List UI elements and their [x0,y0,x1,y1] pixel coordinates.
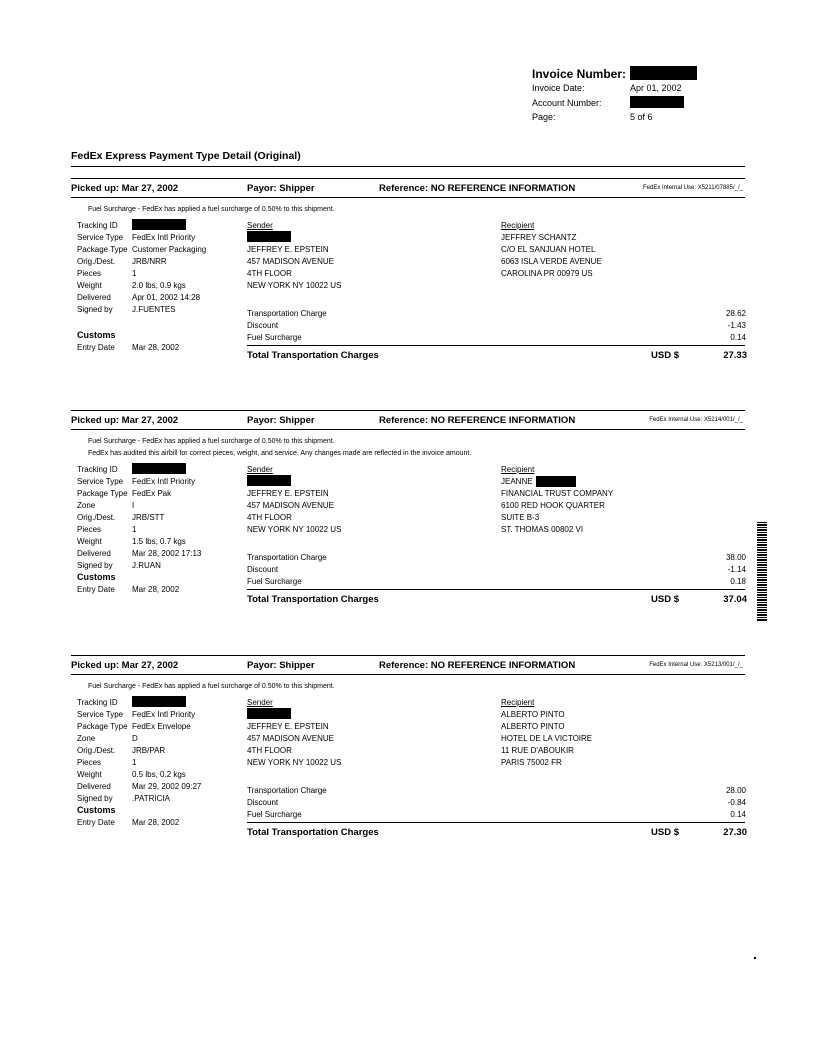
charge-value-transport: 28.00 [725,786,746,795]
label-service: Service Type [77,477,124,486]
picked-up: Picked up: Mar 27, 2002 [71,415,179,426]
account-number-label: Account Number: [532,98,602,108]
charge-value-discount: -1.43 [727,321,746,330]
total-currency: USD $ [651,827,679,838]
label-pieces: Pieces [77,758,102,767]
sender-line: 457 MADISON AVENUE [247,257,334,266]
label-weight: Weight [77,281,102,290]
recipient-line: ST. THOMAS 00802 VI [501,525,584,534]
shipment-top-rule [71,410,745,411]
sender-line: JEFFREY E. EPSTEIN [247,722,329,731]
value-signed: J.RUAN [132,561,161,570]
total-value: 27.33 [723,350,747,361]
charge-value-fuel: 0.14 [730,333,746,342]
recipient-line: FINANCIAL TRUST COMPANY [501,489,614,498]
shipment-top-rule [71,178,745,179]
speck [754,957,756,959]
recipient-line: JEANNE [501,477,533,486]
label-tracking: Tracking ID [77,465,118,474]
charge-label-fuel: Fuel Surcharge [247,577,302,586]
value-origdest: JRB/STT [132,513,165,522]
value-zone: I [132,501,135,510]
value-entry-date: Mar 28, 2002 [132,818,180,827]
charge-label-transport: Transportation Charge [247,309,327,318]
sender-line: 457 MADISON AVENUE [247,734,334,743]
shipment-header-rule [71,197,745,198]
payor: Payor: Shipper [247,183,315,194]
sender-label: Sender [247,221,273,230]
label-origdest: Orig./Dest. [77,513,116,522]
recipient-label: Recipient [501,465,535,474]
recipient-line: 6063 ISLA VERDE AVENUE [501,257,602,266]
tracking-id-redacted [132,219,186,230]
label-delivered: Delivered [77,549,111,558]
value-pieces: 1 [132,525,137,534]
total-currency: USD $ [651,350,679,361]
sender-line: NEW YORK NY 10022 US [247,525,342,534]
payor: Payor: Shipper [247,660,315,671]
shipment-top-rule [71,655,745,656]
label-service: Service Type [77,233,124,242]
label-tracking: Tracking ID [77,698,118,707]
recipient-line: HOTEL DE LA VICTOIRE [501,734,593,743]
label-delivered: Delivered [77,782,111,791]
value-weight: 2.0 lbs, 0.9 kgs [132,281,186,290]
total-rule [247,589,745,590]
value-entry-date: Mar 28, 2002 [132,585,180,594]
total-value: 27.30 [723,827,747,838]
value-origdest: JRB/NRR [132,257,167,266]
sender-line: 457 MADISON AVENUE [247,501,334,510]
internal-use: FedEx Internal Use: X5214/001/_/_ [649,417,743,423]
invoice-number-redacted [630,66,697,80]
charge-value-transport: 38.00 [725,553,746,562]
sender-line: JEFFREY E. EPSTEIN [247,245,329,254]
tracking-id-redacted [132,463,186,474]
value-pieces: 1 [132,269,137,278]
total-value: 37.04 [723,594,747,605]
customs-heading: Customs [77,572,116,582]
reference: Reference: NO REFERENCE INFORMATION [379,660,576,671]
recipient-line: C/O EL SANJUAN HOTEL [501,245,596,254]
payor: Payor: Shipper [247,415,315,426]
reference: Reference: NO REFERENCE INFORMATION [379,183,576,194]
charge-value-fuel: 0.18 [730,577,746,586]
recipient-line: CAROLINA PR 00979 US [501,269,593,278]
label-package: Package Type [77,722,128,731]
note-audit: FedEx has audited this airbill for correct pieces, weight, and service. Any changes made are reflected in the invoice amount. [88,450,472,457]
charge-label-transport: Transportation Charge [247,553,327,562]
label-tracking: Tracking ID [77,221,118,230]
value-delivered: Apr 01, 2002 14:28 [132,293,201,302]
recipient-label: Recipient [501,221,535,230]
recipient-line: 6100 RED HOOK QUARTER [501,501,605,510]
picked-up: Picked up: Mar 27, 2002 [71,660,179,671]
value-delivered: Mar 29, 2002 09:27 [132,782,202,791]
label-entry-date: Entry Date [77,343,115,352]
tracking-id-redacted [132,696,186,707]
charge-value-transport: 28.62 [725,309,746,318]
sender-line: JEFFREY E. EPSTEIN [247,489,329,498]
label-origdest: Orig./Dest. [77,257,116,266]
account-number-redacted [630,96,684,108]
value-service: FedEx Intl Priority [132,233,196,242]
label-origdest: Orig./Dest. [77,746,116,755]
invoice-date-value: Apr 01, 2002 [630,83,682,93]
value-pieces: 1 [132,758,137,767]
section-divider [71,166,745,167]
sender-label: Sender [247,465,273,474]
label-package: Package Type [77,245,128,254]
recipient-line: JEFFREY SCHANTZ [501,233,577,242]
label-signed: Signed by [77,305,113,314]
label-entry-date: Entry Date [77,818,115,827]
sender-line: NEW YORK NY 10022 US [247,281,342,290]
charge-value-discount: -1.14 [727,565,746,574]
picked-up: Picked up: Mar 27, 2002 [71,183,179,194]
value-package: FedEx Pak [132,489,172,498]
recipient-line: ALBERTO PINTO [501,722,565,731]
label-zone: Zone [77,501,96,510]
recipient-line: PARIS 75002 FR [501,758,562,767]
shipment-header-rule [71,429,745,430]
sender-line: 4TH FLOOR [247,269,292,278]
recipient-line: 11 RUE D'ABOUKIR [501,746,574,755]
sender-line: 4TH FLOOR [247,513,292,522]
label-pieces: Pieces [77,269,102,278]
charge-label-discount: Discount [247,565,279,574]
sender-line: NEW YORK NY 10022 US [247,758,342,767]
value-weight: 0.5 lbs, 0.2 kgs [132,770,186,779]
value-origdest: JRB/PAR [132,746,166,755]
page-label: Page: [532,112,556,122]
section-title: FedEx Express Payment Type Detail (Original) [71,150,301,162]
label-weight: Weight [77,537,102,546]
internal-use: FedEx Internal Use: X5213/001/_/_ [649,662,743,668]
value-service: FedEx Intl Priority [132,477,196,486]
note-fuel: Fuel Surcharge - FedEx has applied a fuel surcharge of 0.50% to this shipment. [88,438,335,445]
label-signed: Signed by [77,561,113,570]
charge-value-fuel: 0.14 [730,810,746,819]
value-signed: .PATRICIA [132,794,170,803]
total-label: Total Transportation Charges [247,350,379,361]
customs-heading: Customs [77,805,116,815]
sender-name-redacted [247,231,291,242]
recipient-name-redacted [536,476,576,487]
total-label: Total Transportation Charges [247,594,379,605]
recipient-line: ALBERTO PINTO [501,710,565,719]
internal-use: FedEx Internal Use: X5211/07885/_/_ [643,185,743,191]
charge-label-discount: Discount [247,321,279,330]
sender-line: 4TH FLOOR [247,746,292,755]
label-zone: Zone [77,734,96,743]
charge-value-discount: -0.84 [727,798,746,807]
total-rule [247,822,745,823]
charge-label-discount: Discount [247,798,279,807]
note-fuel: Fuel Surcharge - FedEx has applied a fuel surcharge of 0.50% to this shipment. [88,206,335,213]
charge-label-fuel: Fuel Surcharge [247,333,302,342]
recipient-label: Recipient [501,698,535,707]
sender-name-redacted [247,475,291,486]
total-label: Total Transportation Charges [247,827,379,838]
invoice-number-label: Invoice Number: [532,67,627,81]
value-package: FedEx Envelope [132,722,191,731]
sender-name-redacted [247,708,291,719]
total-currency: USD $ [651,594,679,605]
value-package: Customer Packaging [132,245,207,254]
value-signed: J.FUENTES [132,305,176,314]
value-zone: D [132,734,138,743]
customs-heading: Customs [77,330,116,340]
label-delivered: Delivered [77,293,111,302]
charge-label-transport: Transportation Charge [247,786,327,795]
shipment-header-rule [71,674,745,675]
invoice-date-label: Invoice Date: [532,83,585,93]
reference: Reference: NO REFERENCE INFORMATION [379,415,576,426]
value-delivered: Mar 28, 2002 17:13 [132,549,202,558]
label-entry-date: Entry Date [77,585,115,594]
page-value: 5 of 6 [630,112,653,122]
value-service: FedEx Intl Priority [132,710,196,719]
note-fuel: Fuel Surcharge - FedEx has applied a fuel surcharge of 0.50% to this shipment. [88,683,335,690]
value-entry-date: Mar 28, 2002 [132,343,180,352]
charge-label-fuel: Fuel Surcharge [247,810,302,819]
label-service: Service Type [77,710,124,719]
label-weight: Weight [77,770,102,779]
label-pieces: Pieces [77,525,102,534]
value-weight: 1.5 lbs, 0.7 kgs [132,537,186,546]
label-signed: Signed by [77,794,113,803]
sender-label: Sender [247,698,273,707]
label-package: Package Type [77,489,128,498]
total-rule [247,345,745,346]
recipient-line: SUITE B-3 [501,513,540,522]
barcode [757,522,767,622]
